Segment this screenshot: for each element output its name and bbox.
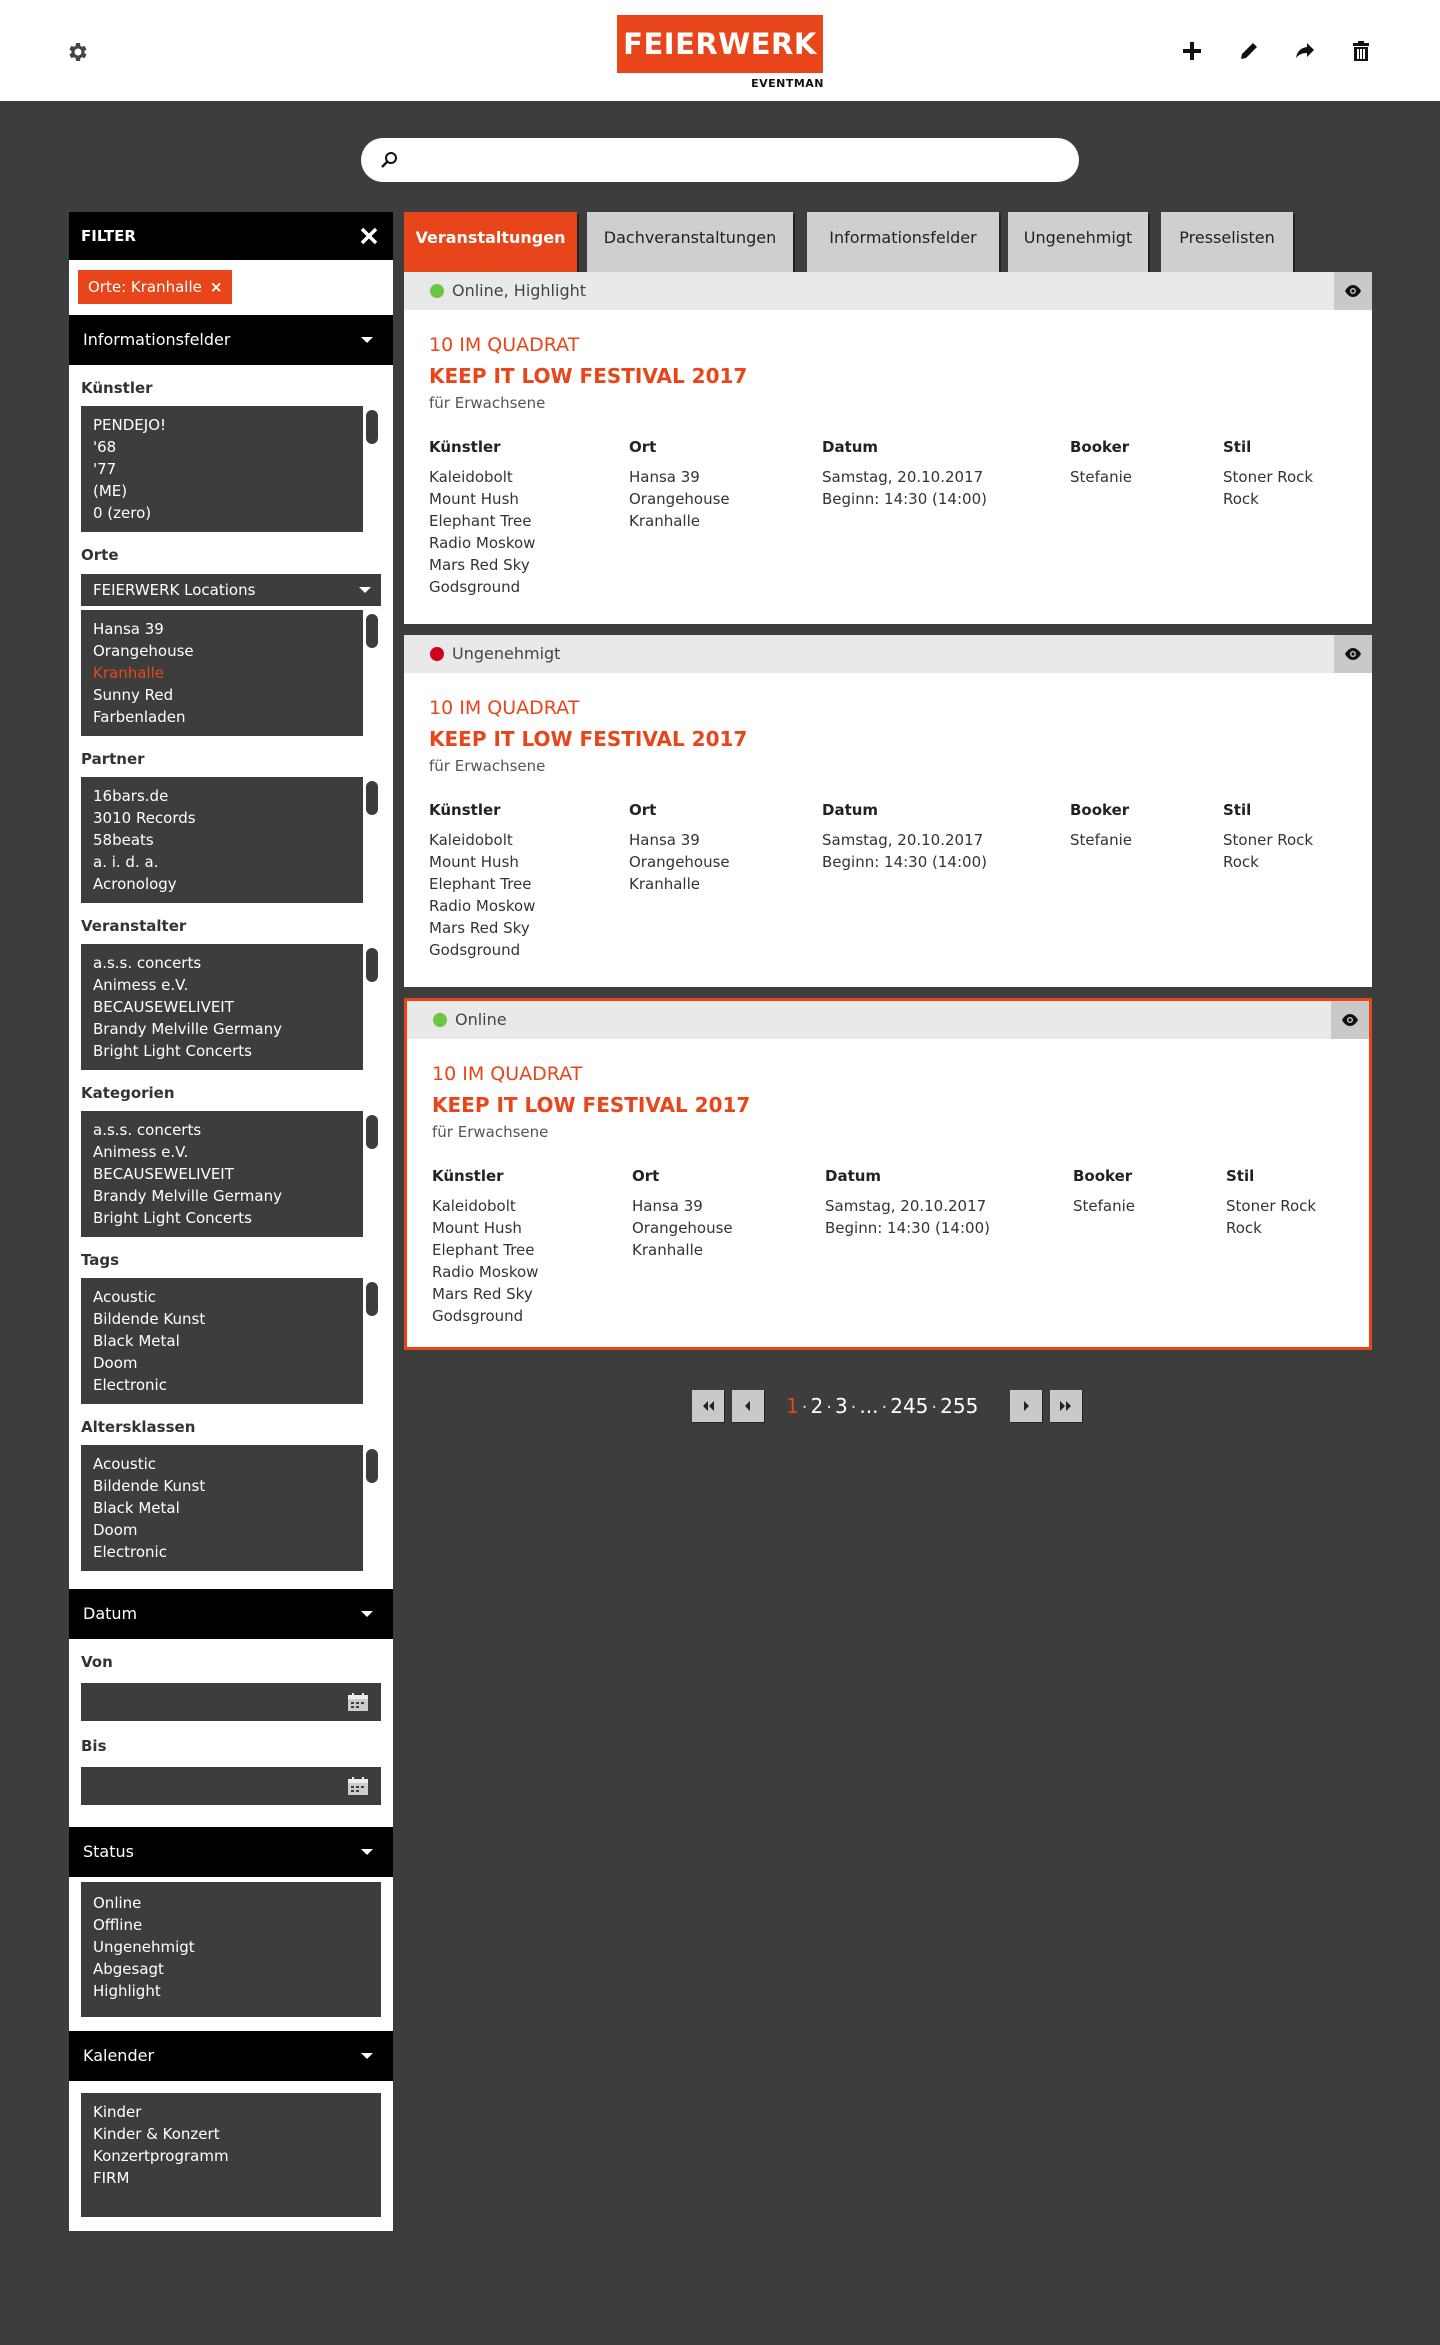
double-chevron-right-icon [1058, 1400, 1074, 1412]
column-value: Kranhalle [629, 512, 700, 530]
orte-dropdown-value: FEIERWERK Locations [93, 581, 256, 599]
double-chevron-left-icon [700, 1400, 716, 1412]
column-header: Künstler [429, 801, 501, 819]
listbox-option[interactable]: Electronic [93, 1543, 167, 1561]
column-value: Kranhalle [632, 1241, 703, 1259]
chevron-down-icon [361, 1849, 373, 1855]
listbox-option[interactable]: Kinder & Konzert [93, 2125, 220, 2143]
column-value: Stefanie [1070, 831, 1133, 849]
listbox-option[interactable]: 0 (zero) [93, 504, 152, 522]
event-age-class: für Erwachsene [432, 1123, 549, 1141]
filter-group-partner [69, 736, 393, 903]
logo-subtitle: EVENTMAN [751, 77, 824, 90]
column-header: Datum [822, 438, 879, 456]
column-value: Samstag, 20.10.2017 [822, 468, 984, 486]
partner-listbox[interactable] [81, 777, 381, 903]
column-header: Booker [1070, 801, 1130, 819]
kuenstler-listbox[interactable] [81, 406, 381, 532]
column-value: Mount Hush [429, 853, 519, 871]
column-header: Booker [1070, 438, 1130, 456]
veranstalter-listbox[interactable] [81, 944, 381, 1070]
listbox-option[interactable]: a.s.s. concerts [93, 1121, 202, 1139]
status-dot [430, 647, 444, 661]
column-value: Rock [1223, 490, 1259, 508]
listbox-option[interactable]: Black Metal [93, 1499, 180, 1517]
column-value: Radio Moskow [429, 897, 536, 915]
listbox-option[interactable]: Online [93, 1894, 142, 1912]
listbox-option[interactable]: Black Metal [93, 1332, 180, 1350]
tab-veranstaltungen[interactable]: Veranstaltungen [404, 212, 577, 272]
listbox-option[interactable]: Abgesagt [93, 1960, 164, 1978]
column-value: Radio Moskow [432, 1263, 539, 1281]
listbox-option[interactable]: Bright Light Concerts [93, 1209, 253, 1227]
column-value: Godsground [432, 1307, 524, 1325]
event-body [404, 673, 1372, 959]
section-status-label: Status [83, 1842, 134, 1861]
chevron-down-icon [361, 1611, 373, 1617]
column-value: Mount Hush [432, 1219, 522, 1237]
page-numbers: 1 · 2 · 3 · ... · 245 · 255 [786, 1394, 979, 1418]
group-label: Tags [81, 1251, 120, 1269]
listbox-option[interactable]: BECAUSEWELIVEIT [93, 1165, 234, 1183]
eye-icon [1343, 283, 1363, 299]
listbox-option[interactable]: Konzertprogramm [93, 2147, 229, 2165]
column-header: Stil [1226, 1167, 1255, 1185]
next-page-button[interactable] [1010, 1390, 1042, 1422]
altersklassen-listbox[interactable] [81, 1445, 381, 1571]
column-ort [632, 1165, 733, 1261]
orte-dropdown[interactable] [81, 574, 381, 606]
scrollbar[interactable] [363, 1445, 381, 1571]
filter-header [69, 212, 393, 260]
column-datum [822, 436, 987, 510]
listbox-option[interactable]: Doom [93, 1354, 138, 1372]
gear-icon[interactable] [66, 40, 90, 64]
column-value: Kaleidobolt [429, 468, 513, 486]
listbox-option[interactable]: a. i. d. a. [93, 853, 159, 871]
page-link[interactable]: 255 [940, 1394, 979, 1418]
filter-group-kategorien [69, 1070, 393, 1237]
event-title[interactable]: KEEP IT LOW FESTIVAL 2017 [432, 1093, 751, 1117]
preview-button[interactable] [1334, 635, 1372, 673]
column-header: Datum [822, 801, 879, 819]
section-informationsfelder[interactable] [69, 315, 393, 365]
listbox-option[interactable]: 3010 Records [93, 809, 196, 827]
kategorien-listbox[interactable] [81, 1111, 381, 1237]
page-link[interactable]: 3 [834, 1394, 848, 1418]
column-value: Beginn: 14:30 (14:00) [825, 1219, 990, 1237]
scrollbar[interactable] [363, 1111, 381, 1237]
tab-informationsfelder[interactable]: Informationsfelder [807, 212, 999, 272]
section-datum[interactable] [69, 1589, 393, 1639]
scrollbar[interactable] [363, 777, 381, 903]
column-value: Kranhalle [629, 875, 700, 893]
column-kuenstler [429, 799, 535, 961]
logo[interactable]: FEIERWERK [617, 15, 823, 73]
filter-group-kuenstler [69, 365, 393, 532]
column-value: Hansa 39 [629, 468, 700, 486]
column-value: Stoner Rock [1223, 831, 1314, 849]
column-booker [1073, 1165, 1135, 1217]
column-booker [1070, 436, 1132, 488]
filter-chip[interactable] [78, 270, 232, 304]
close-icon[interactable] [359, 226, 379, 246]
listbox-option[interactable]: '68 [93, 438, 117, 456]
scrollbar[interactable] [363, 944, 381, 1070]
listbox-option[interactable]: Brandy Melville Germany [93, 1187, 282, 1205]
listbox-option[interactable]: 16bars.de [93, 787, 169, 805]
status-dot [433, 1013, 447, 1027]
listbox-option[interactable]: Hansa 39 [93, 620, 164, 638]
listbox-option[interactable]: Sunny Red [93, 686, 174, 704]
event-status-bar [404, 635, 1372, 673]
column-value: Mars Red Sky [429, 919, 530, 937]
column-value: Mars Red Sky [432, 1285, 533, 1303]
column-value: Hansa 39 [632, 1197, 703, 1215]
listbox-option[interactable]: FIRM [93, 2169, 130, 2187]
column-value: Orangehouse [632, 1219, 733, 1237]
page-link[interactable]: 2 [810, 1394, 824, 1418]
event-status: Ungenehmigt [452, 644, 561, 663]
listbox-option[interactable]: Ungenehmigt [93, 1938, 195, 1956]
status-panel [69, 1877, 393, 2031]
column-value: Rock [1226, 1219, 1262, 1237]
filter-title: FILTER [81, 227, 136, 245]
column-stil [1223, 436, 1313, 510]
last-page-button[interactable] [1050, 1390, 1082, 1422]
first-page-button[interactable] [692, 1390, 724, 1422]
filter-group-tags [69, 1237, 393, 1404]
column-header: Künstler [429, 438, 501, 456]
listbox-option[interactable]: Orangehouse [93, 642, 194, 660]
column-header: Künstler [432, 1167, 504, 1185]
listbox-option[interactable]: Acronology [93, 875, 177, 893]
tags-listbox[interactable] [81, 1278, 381, 1404]
scrollbar-thumb[interactable] [366, 1449, 378, 1483]
group-label: Kategorien [81, 1084, 175, 1102]
listbox-option[interactable]: Doom [93, 1521, 138, 1539]
column-value: Mars Red Sky [429, 556, 530, 574]
column-stil [1226, 1165, 1316, 1239]
column-value: Kaleidobolt [432, 1197, 516, 1215]
scrollbar[interactable] [363, 406, 381, 532]
event-card[interactable] [404, 998, 1372, 1350]
scrollbar[interactable] [363, 610, 381, 736]
bis-label: Bis [81, 1737, 107, 1755]
filter-sidebar [69, 212, 393, 2231]
filter-group-altersklassen [69, 1404, 393, 1571]
event-title[interactable]: KEEP IT LOW FESTIVAL 2017 [429, 364, 748, 388]
scrollbar[interactable] [363, 1278, 381, 1404]
section-kalender[interactable] [69, 2031, 393, 2081]
preview-button[interactable] [1331, 1001, 1369, 1039]
chevron-right-icon [1018, 1400, 1034, 1412]
add-icon[interactable] [1179, 38, 1205, 64]
informationsfelder-panel [69, 365, 393, 1589]
column-header: Stil [1223, 801, 1252, 819]
listbox-option[interactable]: PENDEJO! [93, 416, 167, 434]
page-link[interactable]: 245 [890, 1394, 929, 1418]
column-header: Datum [825, 1167, 882, 1185]
top-bar [0, 0, 1440, 101]
column-header: Ort [629, 438, 657, 456]
filter-group-veranstalter [69, 903, 393, 1070]
column-value: Kaleidobolt [429, 831, 513, 849]
chevron-left-icon [740, 1400, 756, 1412]
search-input[interactable] [411, 146, 1061, 174]
scrollbar-thumb[interactable] [366, 1282, 378, 1316]
column-value: Radio Moskow [429, 534, 536, 552]
search-icon [379, 150, 399, 170]
scrollbar-thumb[interactable] [366, 948, 378, 982]
preview-button[interactable] [1334, 272, 1372, 310]
section-status[interactable] [69, 1827, 393, 1877]
event-status-bar [407, 1001, 1369, 1039]
column-value: Beginn: 14:30 (14:00) [822, 853, 987, 871]
column-value: Stefanie [1073, 1197, 1136, 1215]
column-stil [1223, 799, 1313, 873]
section-informationsfelder-label: Informationsfelder [83, 330, 231, 349]
listbox-option[interactable]: Offline [93, 1916, 143, 1934]
status-dot [430, 284, 444, 298]
scrollbar-thumb[interactable] [366, 1115, 378, 1149]
edit-icon[interactable] [1236, 38, 1262, 64]
listbox-option[interactable]: Farbenladen [93, 708, 186, 726]
column-value: Stoner Rock [1223, 468, 1314, 486]
event-age-class: für Erwachsene [429, 394, 546, 412]
listbox-option[interactable]: Brandy Melville Germany [93, 1020, 282, 1038]
listbox-option[interactable]: Animess e.V. [93, 1143, 189, 1161]
column-value: Rock [1223, 853, 1259, 871]
share-icon[interactable] [1292, 38, 1318, 64]
tab-presselisten[interactable]: Presselisten [1161, 212, 1293, 272]
chevron-down-icon [359, 587, 371, 593]
listbox-option[interactable]: BECAUSEWELIVEIT [93, 998, 234, 1016]
kalender-listbox[interactable] [81, 2093, 381, 2217]
von-date-field[interactable] [81, 1683, 381, 1721]
column-header: Stil [1223, 438, 1252, 456]
section-kalender-label: Kalender [83, 2046, 155, 2065]
listbox-option[interactable]: Kinder [93, 2103, 142, 2121]
listbox-option[interactable]: Kranhalle [93, 664, 164, 682]
active-filters [69, 260, 393, 315]
remove-chip-icon[interactable]: × [209, 278, 223, 296]
scrollbar-thumb[interactable] [366, 781, 378, 815]
event-status: Online, Highlight [452, 281, 587, 300]
listbox-option[interactable]: Bildende Kunst [93, 1477, 206, 1495]
event-status-bar [404, 272, 1372, 310]
group-label: Partner [81, 750, 145, 768]
scrollbar-thumb[interactable] [366, 410, 378, 444]
von-label: Von [81, 1653, 113, 1671]
event-subtitle[interactable]: 10 IM QUADRAT [429, 334, 580, 356]
event-subtitle[interactable]: 10 IM QUADRAT [432, 1063, 583, 1085]
column-value: Elephant Tree [432, 1241, 535, 1259]
event-body [404, 310, 1372, 596]
event-age-class: für Erwachsene [429, 757, 546, 775]
group-label: Orte [81, 546, 119, 564]
delete-icon[interactable] [1348, 38, 1374, 64]
listbox-option[interactable]: Bright Light Concerts [93, 1042, 253, 1060]
column-value: Stoner Rock [1226, 1197, 1317, 1215]
column-value: Orangehouse [629, 853, 730, 871]
search-bar [361, 138, 1079, 182]
column-kuenstler [429, 436, 535, 598]
section-datum-label: Datum [83, 1604, 138, 1623]
event-card[interactable] [404, 635, 1372, 987]
column-value: Orangehouse [629, 490, 730, 508]
column-value: Stefanie [1070, 468, 1133, 486]
column-ort [629, 799, 730, 895]
column-booker [1070, 799, 1132, 851]
datum-panel [69, 1639, 393, 1827]
chevron-down-icon [361, 2053, 373, 2059]
listbox-option[interactable]: Highlight [93, 1982, 161, 2000]
column-datum [822, 799, 987, 873]
chevron-down-icon [361, 337, 373, 343]
tab-ungenehmigt[interactable]: Ungenehmigt [1008, 212, 1148, 272]
listbox-option[interactable]: Bildende Kunst [93, 1310, 206, 1328]
eye-icon [1343, 646, 1363, 662]
listbox-option[interactable]: Acoustic [93, 1288, 157, 1306]
column-value: Elephant Tree [429, 512, 532, 530]
event-status: Online [455, 1010, 507, 1029]
page-ellipsis: ... [859, 1394, 879, 1418]
column-value: Godsground [429, 578, 521, 596]
group-label: Künstler [81, 379, 153, 397]
listbox-option[interactable]: Animess e.V. [93, 976, 189, 994]
tab-dachveranstaltungen[interactable]: Dachveranstaltungen [587, 212, 793, 272]
group-label: Veranstalter [81, 917, 187, 935]
column-value: Beginn: 14:30 (14:00) [822, 490, 987, 508]
orte-listbox[interactable] [81, 610, 381, 736]
column-header: Ort [629, 801, 657, 819]
column-datum [825, 1165, 990, 1239]
group-label: Altersklassen [81, 1418, 196, 1436]
column-ort [629, 436, 730, 532]
column-value: Godsground [429, 941, 521, 959]
event-subtitle[interactable]: 10 IM QUADRAT [429, 697, 580, 719]
eye-icon [1340, 1012, 1360, 1028]
filter-chip-label: Orte: Kranhalle [88, 278, 202, 296]
column-value: Hansa 39 [629, 831, 700, 849]
event-body [407, 1039, 1369, 1325]
kalender-panel [69, 2081, 393, 2231]
column-value: Elephant Tree [429, 875, 532, 893]
calendar-icon[interactable] [347, 1692, 369, 1712]
bis-date-field[interactable] [81, 1767, 381, 1805]
event-card[interactable] [404, 272, 1372, 624]
scrollbar-thumb[interactable] [366, 614, 378, 648]
event-title[interactable]: KEEP IT LOW FESTIVAL 2017 [429, 727, 748, 751]
listbox-option[interactable]: a.s.s. concerts [93, 954, 202, 972]
column-header: Booker [1073, 1167, 1133, 1185]
column-value: Samstag, 20.10.2017 [825, 1197, 987, 1215]
column-value: Mount Hush [429, 490, 519, 508]
calendar-icon[interactable] [347, 1776, 369, 1796]
prev-page-button[interactable] [732, 1390, 764, 1422]
column-value: Samstag, 20.10.2017 [822, 831, 984, 849]
column-header: Ort [632, 1167, 660, 1185]
listbox-option[interactable]: Electronic [93, 1376, 167, 1394]
listbox-option[interactable]: 58beats [93, 831, 154, 849]
listbox-option[interactable]: Acoustic [93, 1455, 157, 1473]
current-page[interactable]: 1 [786, 1394, 799, 1418]
status-listbox[interactable] [81, 1882, 381, 2017]
column-kuenstler [432, 1165, 538, 1327]
listbox-option[interactable]: '77 [93, 460, 117, 478]
filter-group-orte [69, 532, 393, 736]
listbox-option[interactable]: (ME) [93, 482, 128, 500]
